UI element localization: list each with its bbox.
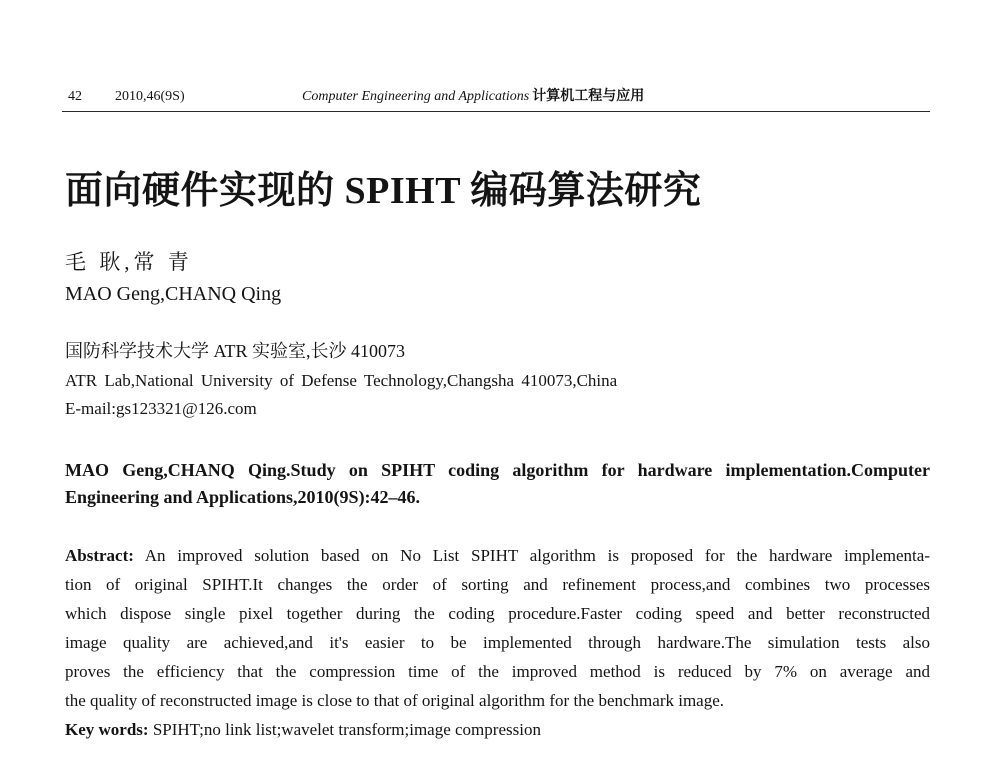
- page-number: 42: [68, 89, 82, 104]
- email: E-mail:gs123321@126.com: [65, 399, 257, 418]
- header-rule: [62, 111, 930, 112]
- abstract: [65, 541, 930, 744]
- abstract-line: [65, 541, 930, 570]
- abstract-line: which dispose single pixel together during the coding procedure.Faster coding speed and better reconstructed: [65, 604, 930, 623]
- keywords: [65, 715, 930, 744]
- abstract-line: the quality of reconstructed image is close to that of original algorithm for the benchmark image.: [65, 691, 725, 710]
- abstract-label: Abstract:: [65, 546, 134, 565]
- abstract-line: tion of original SPIHT.It changes the order of sorting and refinement process,and combines two processes: [65, 575, 930, 594]
- citation-line: MAO Geng,CHANQ Qing.Study on SPIHT coding algorithm for hardware implementation.Computer: [65, 460, 930, 480]
- abstract-line: image quality are achieved,and it's easier to be implemented through hardware.The simulation tests also: [65, 633, 930, 652]
- paper-title: 面向硬件实现的 SPIHT 编码算法研究: [65, 170, 702, 212]
- citation-line: Engineering and Applications,2010(9S):42–46.: [65, 487, 421, 507]
- issue-info: 2010,46(9S): [115, 89, 185, 104]
- affiliation-cn: 国防科学技术大学 ATR 实验室,长沙 410073: [65, 341, 406, 361]
- keywords-text: SPIHT;no link list;wavelet transform;image compression: [152, 720, 541, 739]
- authors-cn: 毛 耿,常 青: [65, 250, 193, 274]
- abstract-line: proves the efficiency that the compression time of the improved method is reduced by 7% on average and: [65, 662, 930, 681]
- affiliation-en: ATR Lab,National University of Defense Technology,Changsha 410073,China: [65, 371, 618, 390]
- keywords-label: Key words:: [65, 720, 149, 739]
- journal-name-en: Computer Engineering and Applications: [302, 89, 530, 104]
- abstract-text: An improved solution based on No List SPIHT algorithm is proposed for the hardware implementa-: [144, 546, 930, 565]
- journal-name-cn: 计算机工程与应用: [532, 89, 645, 104]
- authors-en: MAO Geng,CHANQ Qing: [65, 283, 282, 305]
- journal-name: [302, 88, 644, 106]
- citation: [65, 457, 930, 511]
